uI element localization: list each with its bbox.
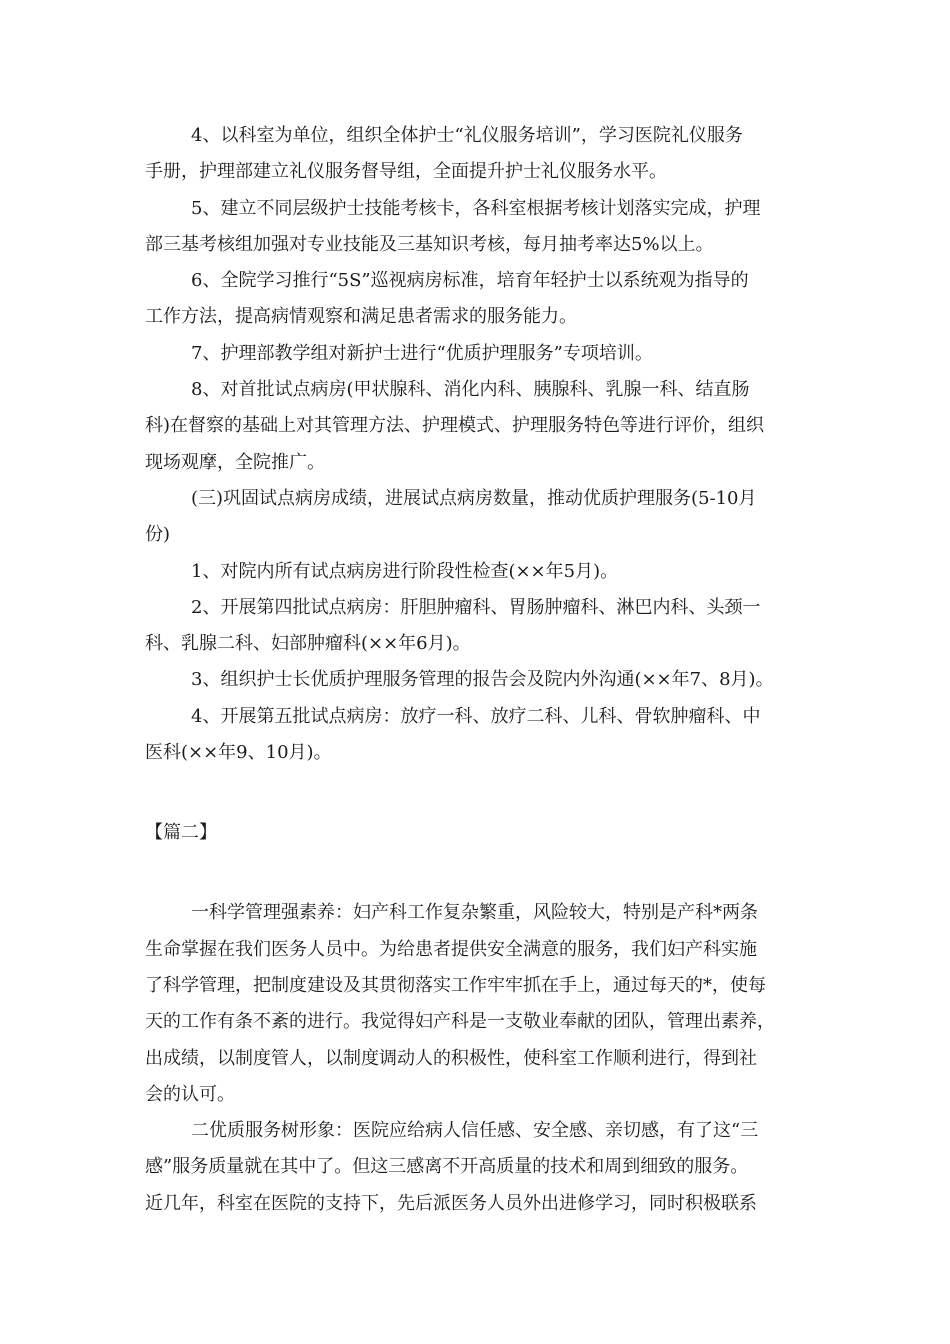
text-line: 科、乳腺二科、妇部肿瘤科(××年6月)。: [145, 633, 471, 655]
text-line: 7、护理部教学组对新护士进行“优质护理服务”专项培训。: [191, 342, 653, 364]
text-line: 二优质服务树形象：医院应给病人信任感、安全感、亲切感，有了这“三: [191, 1120, 759, 1142]
paragraph: [145, 554, 815, 590]
text-line: 天的工作有条不紊的进行。我觉得妇产科是一支敬业奉献的团队，管理出素养，: [145, 1011, 775, 1033]
text-line: 手册，护理部建立礼仪服务督导组，全面提升护士礼仪服务水平。: [145, 161, 667, 183]
section-two: [145, 895, 815, 1222]
paragraph: [145, 590, 815, 663]
text-line: 科)在督察的基础上对其管理方法、护理模式、护理服务特色等进行评价，组织: [145, 415, 765, 437]
text-line: 现场观摩，全院推广。: [145, 451, 325, 473]
text-line: 近几年，科室在医院的支持下，先后派医务人员外出进修学习，同时积极联系: [145, 1192, 757, 1214]
paragraph: [145, 191, 815, 264]
text-line: 6、全院学习推行“5S”巡视病房标准，培育年轻护士以系统观为指导的: [191, 270, 749, 292]
paragraph: [145, 336, 815, 372]
text-line: 生命掌握在我们医务人员中。为给患者提供安全满意的服务，我们妇产科实施: [145, 938, 757, 960]
section-one: [145, 118, 815, 771]
text-line: 会的认可。: [145, 1083, 235, 1105]
paragraph: [145, 263, 815, 336]
text-line: 工作方法，提高病情观察和满足患者需求的服务能力。: [145, 306, 577, 328]
paragraph: [145, 118, 815, 191]
paragraph: [145, 662, 815, 698]
text-line: 份): [145, 524, 171, 546]
text-line: 1、对院内所有试点病房进行阶段性检查(××年5月)。: [191, 560, 619, 582]
document-body: [145, 118, 815, 1222]
paragraph: [145, 1113, 815, 1222]
paragraph: [145, 699, 815, 772]
paragraph: [145, 481, 815, 554]
paragraph: [145, 372, 815, 481]
text-line: 2、开展第四批试点病房：肝胆肿瘤科、胃肠肿瘤科、淋巴内科、头颈一: [191, 596, 761, 618]
text-line: 出成绩，以制度管人，以制度调动人的积极性，使科室工作顺利进行，得到社: [145, 1047, 757, 1069]
spacer: [145, 851, 815, 895]
text-line: 8、对首批试点病房(甲状腺科、消化内科、胰腺科、乳腺一科、结直肠: [191, 379, 750, 401]
section-title: 【篇二】: [145, 822, 217, 844]
paragraph: [145, 895, 815, 1113]
text-line: 了科学管理，把制度建设及其贯彻落实工作牢牢抓在手上，通过每天的*，使每: [145, 974, 766, 996]
text-line: 感”服务质量就在其中了。但这三感离不开高质量的技术和周到细致的服务。: [145, 1156, 749, 1178]
text-line: 部三基考核组加强对专业技能及三基知识考核，每月抽考率达5%以上。: [145, 233, 714, 255]
spacer: [145, 771, 815, 815]
text-line: 3、组织护士长优质护理服务管理的报告会及院内外沟通(××年7、8月)。: [191, 669, 774, 691]
text-line: 5、建立不同层级护士技能考核卡，各科室根据考核计划落实完成，护理: [191, 197, 761, 219]
text-line: (三)巩固试点病房成绩，进展试点病房数量，推动优质护理服务(5-10月: [191, 487, 757, 509]
text-line: 4、开展第五批试点病房：放疗一科、放疗二科、儿科、骨软肿瘤科、中: [191, 705, 761, 727]
text-line: 4、以科室为单位，组织全体护士“礼仪服务培训”，学习医院礼仪服务: [191, 125, 743, 146]
text-line: 一科学管理强素养：妇产科工作复杂繁重，风险较大，特别是产科*两条: [191, 902, 758, 924]
text-line: 医科(××年9、10月)。: [145, 742, 332, 764]
